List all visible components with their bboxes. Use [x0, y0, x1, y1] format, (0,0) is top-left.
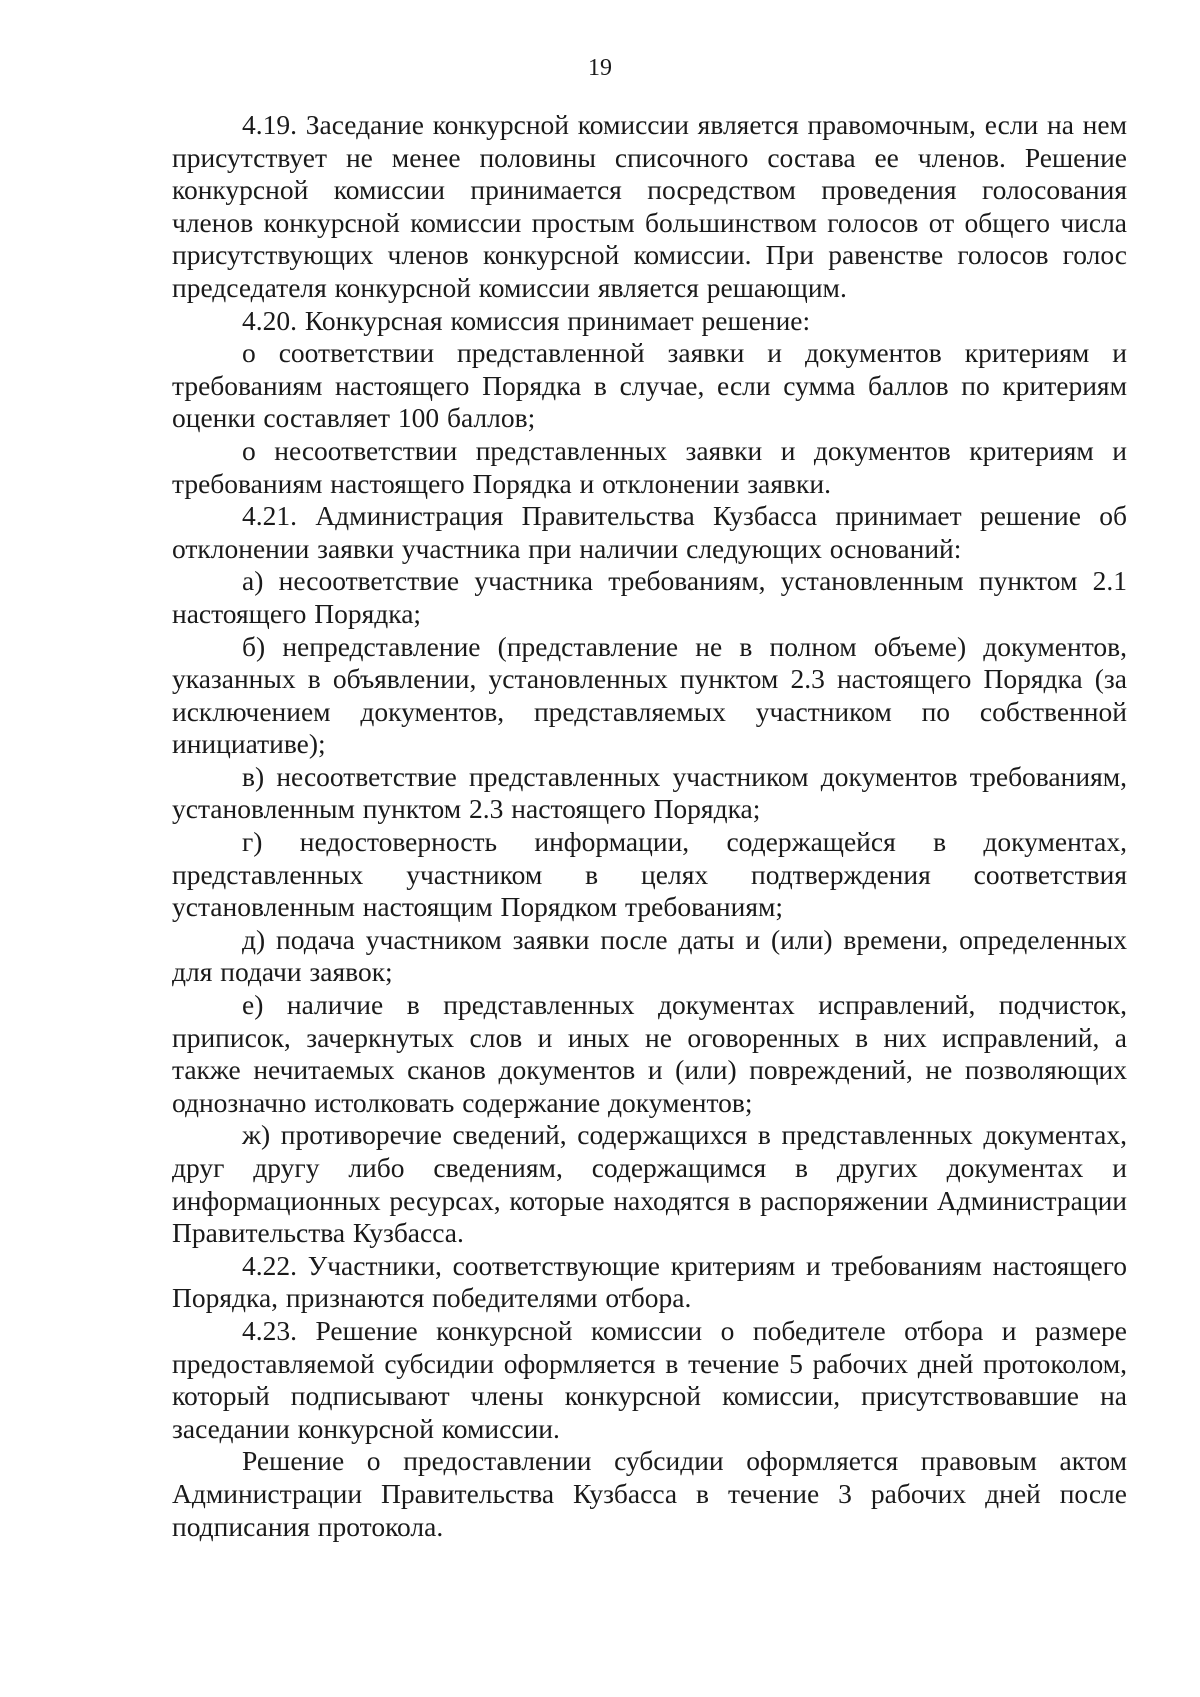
paragraph-4-23: 4.23. Решение конкурсной комиссии о победителе отбора и размере предоставляемой субсидии оформляется в течение 5 рабочих дней протоколом, который подписывают члены конкурсной комиссии, присутствовавшие на заседании конкурсной комиссии. [172, 1314, 1127, 1444]
paragraph-4-21-g: г) недостоверность информации, содержащейся в документах, представленных участником в целях подтверждения соответствия установленным настоящим Порядком требованиям; [172, 826, 1127, 923]
page-number: 19 [588, 55, 612, 81]
paragraph-4-20: 4.20. Конкурсная комиссия принимает решение: [242, 304, 811, 336]
paragraph-4-21-e: е) наличие в представленных документах исправлений, подчисток, приписок, зачеркнутых слов и иных не оговоренных в них исправлений, а также нечитаемых сканов документов и (или) повреждений, не позволяющих однозначно истолковать содержание документов; [172, 989, 1127, 1118]
paragraph-4-21-a: а) несоответствие участника требованиям, установленным пунктом 2.1 настоящего Порядка; [172, 565, 1127, 629]
paragraph-4-20-nonconformity: о несоответствии представленных заявки и документов критериям и требованиям настоящего Порядка и отклонении заявки. [172, 434, 1127, 499]
paragraph-4-22: 4.22. Участники, соответствующие критериям и требованиям настоящего Порядка, признаются победителями отбора. [172, 1249, 1127, 1314]
paragraph-4-19: 4.19. Заседание конкурсной комиссии является правомочным, если на нем присутствует не менее половины списочного состава ее членов. Решение конкурсной комиссии принимается посредством проведения голосования членов конкурсной комиссии простым большинством голосов от общего числа присутствующих членов конкурсной комиссии. При равенстве голосов голос председателя конкурсной комиссии является решающим. [172, 109, 1127, 303]
paragraph-4-21-b: б) непредставление (представление не в полном объеме) документов, указанных в объявлении, установленных пунктом 2.3 настоящего Порядка (за исключением документов, представляемых участником по собственной инициативе); [172, 630, 1127, 760]
paragraph-subsidy-decision: Решение о предоставлении субсидии оформляется правовым актом Администрации Правительства Кузбасса в течение 3 рабочих дней после подписания протокола. [172, 1445, 1127, 1542]
paragraph-4-21: 4.21. Администрация Правительства Кузбасса принимает решение об отклонении заявки участника при наличии следующих оснований: [172, 500, 1127, 564]
document-body [172, 109, 1127, 1543]
paragraph-4-21-d: д) подача участником заявки после даты и (или) времени, определенных для подачи заявок; [172, 923, 1127, 988]
paragraph-4-21-v: в) несоответствие представленных участником документов требованиям, установленным пунктом 2.3 настоящего Порядка; [172, 760, 1127, 825]
paragraph-4-21-zh: ж) противоречие сведений, содержащихся в представленных документах, друг другу либо сведениям, содержащимся в других документах и информационных ресурсах, которые находятся в распоряжении Администрации Правительства Кузбасса. [172, 1119, 1127, 1249]
paragraph-4-20-conformity: о соответствии представленной заявки и документов критериям и требованиям настоящего Порядка в случае, если сумма баллов по критериям оценки составляет 100 баллов; [172, 337, 1127, 434]
